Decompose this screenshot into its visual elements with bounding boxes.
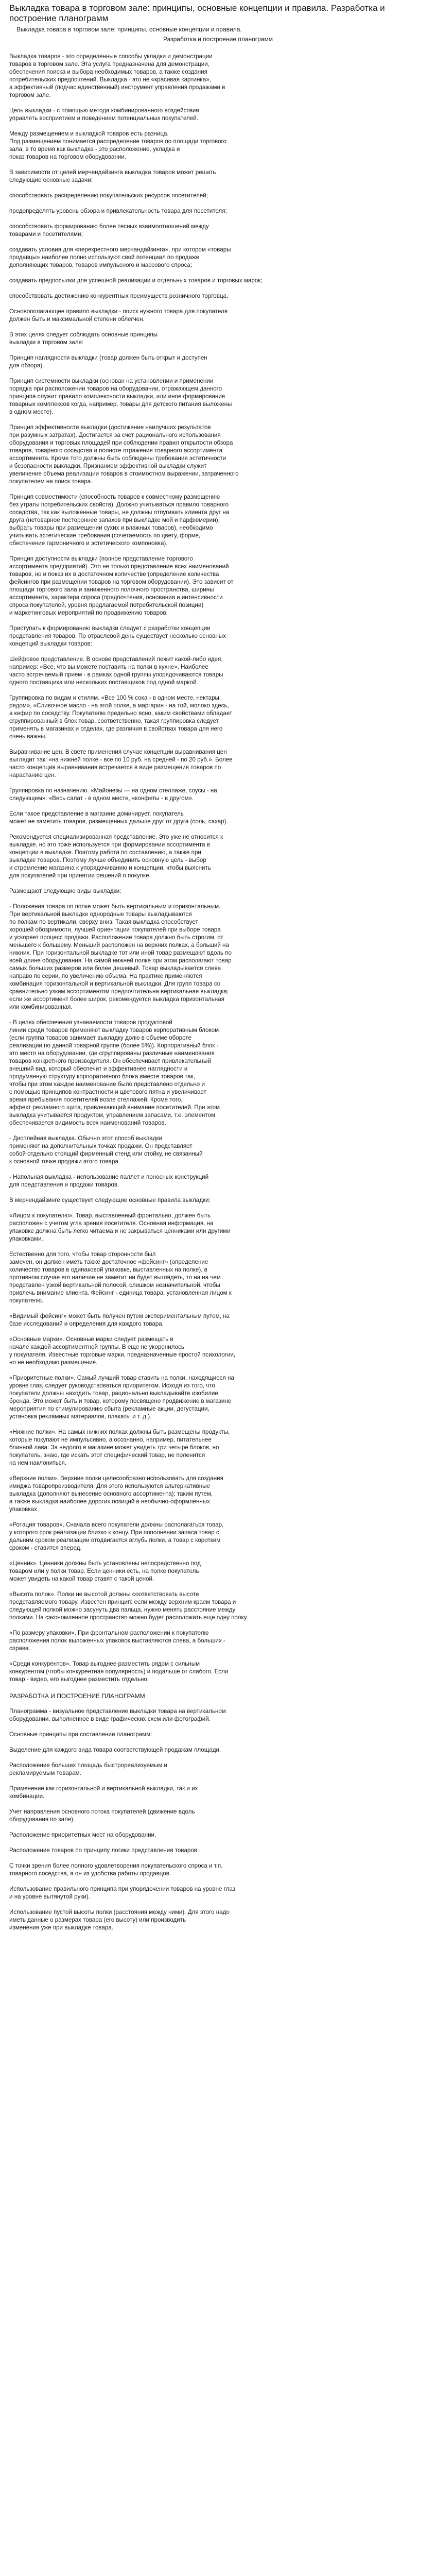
text-line: оборудования по зале). — [9, 1816, 75, 1823]
paragraph — [9, 423, 427, 485]
paragraph — [9, 1374, 427, 1420]
text-line: конкурентом (чтобы конкурентная популярность) и подальше от слабого. Если — [9, 1668, 229, 1675]
text-line: Выкладка товаров - это определенные способы укладки и демонстрации — [9, 53, 213, 60]
text-line: а кефир по соседству. Покупателю предельно ясно, каким свойствами обладает — [9, 710, 233, 717]
text-line: «Приоритетные полки». Самый лучший товар ставить на полки, находящиеся на — [9, 1375, 234, 1381]
paragraph — [9, 833, 427, 879]
paragraph — [9, 694, 427, 740]
text-line: упаковками. — [9, 1235, 43, 1242]
text-line: комбинация горизонтальной и вертикальной выкладки. Для групп товара со — [9, 980, 221, 987]
paragraph — [9, 377, 427, 416]
paragraph — [9, 1250, 427, 1304]
text-line: и стремление магазина к упорядочиванию и концепции, чтобы выяснить — [9, 865, 211, 871]
paragraph — [9, 748, 427, 779]
text-line: Основополагающее правило выкладки - поиск нужного товара для покупателя — [9, 308, 228, 315]
text-line: сроком - ставится вперед. — [9, 1545, 82, 1551]
text-line: выкладка (дополняют вынесение основного ассортимента); таким путем, — [9, 1490, 213, 1497]
text-line: у которого срок реализации близко к концу. При пополнении запаса товар с — [9, 1529, 219, 1536]
text-line: Применение как горизонтальной и вертикальной выкладки, так и их — [9, 1785, 198, 1792]
paragraph — [9, 1707, 427, 1723]
text-line: концепций выкладки товаров: — [9, 640, 92, 647]
text-line: - Напольная выкладка - использование паллет и поносных конструкций — [9, 1174, 209, 1180]
text-line: всей длине оборудования. На самой нижней полке при этом располагают товар — [9, 957, 232, 964]
text-line: линии среди товаров применяют выкладку товаров корпоративным блоком — [9, 1027, 219, 1033]
paragraph — [9, 308, 427, 323]
text-line: Принцип системности выкладки (основан на установлении и применении — [9, 378, 214, 384]
text-line: выкладка учитывается продуктом, управлением запасами, т.е. элементом — [9, 1112, 216, 1118]
text-line: это место на оборудовании, где сгруппированы различные наименования — [9, 1050, 215, 1057]
text-line: «Высота полок». Полки не высотой должны соответствовать высоте — [9, 1591, 199, 1598]
text-line: эффект рекламного щита, привлекающий внимание посетителей. При этом — [9, 1104, 220, 1111]
text-line: В этих целях следует соблюдать основные принципы — [9, 331, 158, 338]
text-line: друга (нетоварное постороннее запахов при выкладке мой и парфюмерии), — [9, 517, 220, 523]
text-line: Принцип эффективности выкладки (достижение наилучших результатов — [9, 424, 211, 431]
text-line: которые покупают не импульсивно, а осознанно, например, питательнее — [9, 1436, 212, 1443]
text-line: способствовать распределению покупательских ресурсов посетителей; — [9, 192, 208, 199]
text-line: Расположение товаров по принципу логики представления товаров. — [9, 1847, 199, 1854]
text-line: С точки зрения более полного удовлетворения покупательского спроса и т.п. — [9, 1862, 223, 1869]
text-line: но не необходимо размещение. — [9, 1359, 98, 1366]
paragraph — [9, 1808, 427, 1823]
text-line: Расположение больших площадь быстрореализуемым и — [9, 1762, 167, 1769]
paragraph — [9, 555, 427, 617]
text-line: товарного соседства, а он из удобства работы продавцов. — [9, 1870, 171, 1877]
paragraph — [9, 331, 427, 346]
text-line: противном случае его наличие не заметит ни будет выглядеть, то на на чем — [9, 1274, 221, 1281]
text-line: Выравнивание цен. В свете применения случае концепции выравнивания цен — [9, 749, 227, 755]
text-line: соседства, так как выложенные товары, не должны отпугивать клиента друг на — [9, 509, 230, 516]
text-line: обеспечение гармоничного и эстетического компоновка). — [9, 540, 168, 547]
text-line: продавцы» наиболее полно используют свой потенциал по продаже — [9, 254, 200, 261]
text-line: установка рекламных материалов, плакаты и т. д.). — [9, 1413, 152, 1420]
text-line: покупатель, знаю, где искать этот специфический товар, не поленится — [9, 1452, 205, 1459]
paragraph — [9, 1831, 427, 1839]
paragraph — [9, 1885, 427, 1901]
document-title: Выкладка товара в торговом зале: принципы, основные концепции и правила. Разработка и построение планограмм — [9, 3, 385, 23]
paragraph — [9, 1312, 427, 1328]
text-line: направо по серии, по увеличению объема. На практике применяются — [9, 973, 202, 979]
text-line: чтобы при этом каждое наименование было представлено отдельно и — [9, 1081, 205, 1088]
text-line: создавать предпосылки для успешной реализации и отдельных товаров и торговых марок; — [9, 277, 263, 284]
text-line: уровне глаз, следует руководствоваться приоритетом. Исходя из того, что — [9, 1382, 215, 1389]
text-line: «Видимый фейсинг» может быть получен путем экспериментальным путем, на — [9, 1313, 230, 1319]
text-line: товарных комплексов когда, например, товары для детского питания выложены — [9, 401, 232, 408]
paragraph — [9, 53, 427, 99]
text-line: применять в магазинах и отделах, где различия в свойствах товара для него — [9, 725, 223, 732]
text-line: или комбинированная. — [9, 1004, 73, 1010]
text-line: порядка при расположении товаров на оборудовании, отражающем данного — [9, 385, 222, 392]
text-line: Учет направления основного потока покупателей (движение вдоль — [9, 1808, 195, 1815]
text-line: Приступать к формированию выкладки следует с разработки концепции — [9, 625, 211, 632]
paragraph — [9, 810, 427, 825]
text-line: Использование пустой высоты полки (расстояния между ними). Для этого надо — [9, 1909, 230, 1916]
paragraph — [9, 655, 427, 686]
text-line: привлечь внимание клиента. Фейсинг - единица товара, установленная лицом к — [9, 1290, 232, 1296]
paragraph — [9, 1590, 427, 1621]
text-line: для покупателей при принятии решений о покупке. — [9, 872, 151, 879]
text-line: следующей полкой можно засунуть два пальца, нужно менять расстояние между — [9, 1606, 236, 1613]
text-line: часто встречаемый прием - в рамках одной группы упорядочиваются товары — [9, 671, 223, 678]
text-line: Расположение приоритетных мест на оборудовании. — [9, 1832, 156, 1838]
text-line: товаров, но и показ их в достаточном количестве (определение количества — [9, 571, 219, 578]
text-line: начале каждой ассортиментной группы. В еще не укоренилось — [9, 1344, 184, 1350]
text-line: продуманную структуру корпоративного блока вместе товаров так, — [9, 1073, 195, 1080]
text-line: принципа служит правило комплексности выкладки, или иное формирование — [9, 393, 225, 400]
paragraph — [9, 107, 427, 122]
text-line: если же ассортимент более широк, рекомендуется выкладка горизонтальная — [9, 996, 224, 1003]
text-line: и на уровне вытянутой руки). — [9, 1893, 90, 1900]
text-line: В зависимости от целей мерчендайзинга выкладка товаров может решать — [9, 169, 216, 176]
text-line: - Положения товара по полке может быть вертикальным и горизонтальным. — [9, 903, 221, 910]
text-line: реализации по данной товарной группе (более 5%)). Корпоративный блок - — [9, 1042, 219, 1049]
text-line: способствовать достижению конкурентных преимуществ розничного торговца. — [9, 293, 229, 299]
text-line: расположения полок выложенных упаковок выставляются слева, а больших - — [9, 1637, 225, 1644]
text-line: товаром или у полки товар. Если ценники есть, на полке покупатель — [9, 1568, 199, 1574]
text-line: Шейфовое представление. В основе представлений лежит какой-либо идея, — [9, 656, 223, 663]
text-line: «Лицом к покупателю». Товар, выставленный фронтально, должен быть — [9, 1212, 211, 1219]
text-line: без утраты потребительских свойств). Должно учитываться правило товарного — [9, 501, 229, 508]
text-line: количество товаров в одинаковой упаковке, выставленных на полке), в — [9, 1266, 207, 1273]
paragraph — [9, 354, 427, 369]
text-line: оборудования и торговых площадей при соблюдении правил открытости обзора — [9, 439, 233, 446]
text-line: и ускоряет процесс продажи. Расположение товара должно быть строгим, от — [9, 934, 223, 941]
paragraph — [9, 1335, 427, 1366]
text-line: площади торгового зала и заниженного полочного пространства, ширины — [9, 586, 214, 593]
text-line: представляемого товару. Известен принцип: если между верхним краем товара и — [9, 1599, 236, 1605]
text-line: внешний вид, который обеспечит и эффективнее наглядности и — [9, 1065, 188, 1072]
text-line: Естественно для того, чтобы товар сторонности был — [9, 1251, 156, 1258]
text-line: имиджа товаропроизводителя. Для этого используются альтернативные — [9, 1483, 210, 1489]
paragraph — [9, 1475, 427, 1513]
text-line: очень важны. — [9, 733, 47, 740]
article-body — [9, 53, 427, 1683]
text-line: для обзора). — [9, 362, 44, 369]
paragraph — [9, 1019, 427, 1127]
text-line: бренда. Это может быть и товар, которому посвящено продвижение в магазине — [9, 1398, 232, 1404]
text-line: «Ценник». Ценники должны быть установлены непосредственно под — [9, 1560, 201, 1567]
text-line: ассортимента. Кроме того должны быть соблюдены требования эстетичности — [9, 455, 226, 462]
text-line: Группировка по видам и стилям. «Все 100 % сока - в одном месте, нектары, — [9, 694, 221, 701]
text-line: «По размеру упаковки». При фронтальном расположении к покупателю — [9, 1630, 209, 1636]
text-line: мероприятия по стимулированию сбыта (рекламные акции, дегустации, — [9, 1405, 210, 1412]
text-line: Принцип наглядности выкладки (товар должен быть открыт и доступен — [9, 354, 207, 361]
text-line: у покупателя. Известные торговые марки, предназначенные простой психологии, — [9, 1351, 236, 1358]
text-line: время пребывания посетителей возле стеллажей. Кроме того, — [9, 1096, 183, 1103]
text-line: иметь данные о размерах товара (его высоту) или производить — [9, 1917, 186, 1923]
text-line: - Дисплейная выкладка. Обычно этот способ выкладки — [9, 1135, 163, 1142]
paragraph — [9, 1560, 427, 1583]
text-line: дальним сроком реализации отодвигается вглубь полки, а товар с коротким — [9, 1537, 221, 1544]
text-line: замечен, он должен иметь также достаточное «фейсинг» (определение — [9, 1259, 208, 1265]
paragraph — [9, 1660, 427, 1683]
text-line: выглядит так: «на нижней полке - все по 10 руб. на средней - по 20 руб.». Более — [9, 756, 233, 763]
paragraph — [9, 192, 427, 199]
text-line: В мерчендайзинге существует следующие основные правила выкладки: — [9, 1197, 211, 1204]
text-line: управлять восприятием и поведением потенциальных покупателей. — [9, 115, 199, 122]
text-line: товар - видео, его выгоднее разместить отдельно. — [9, 1676, 149, 1683]
text-line: создавать условия для «перекрестного мерчандайзинга», при котором «товары — [9, 246, 231, 253]
paragraph — [9, 1746, 427, 1754]
text-line: Под размещением понимается распределение товаров по площади торгового — [9, 138, 226, 145]
text-line: выкладке товаров. Поэтому лучше объединить основную цель - выбор — [9, 857, 206, 863]
text-line: Принцип доступности выкладки (полное представление торгового — [9, 555, 193, 562]
paragraph — [9, 1212, 427, 1243]
text-line: по полкам по вертикали, сверху вниз. Такая выкладка способствует — [9, 919, 198, 925]
paragraph — [9, 787, 427, 802]
text-line: меньшего к большему. Меньший расположен на верхних полках, а больший на — [9, 942, 229, 948]
article-body-planograms — [9, 1707, 427, 1931]
text-line: способствовать формированию более тесных взаимоотношений между — [9, 223, 209, 230]
text-line: для представления и продажи товаров. — [9, 1181, 119, 1188]
text-line: базе исследований и определения для каждого товара. — [9, 1320, 164, 1327]
text-line: фейсингов при размещении товаров на торговом оборудовании). Это зависит от — [9, 579, 234, 585]
paragraph — [9, 168, 427, 184]
text-line: Группировка по назначению. «Майонезы — на одном стеллаже, соусы - на — [9, 787, 217, 794]
text-line: а также выкладка наиболее дорогих позиций в необычно-оформленных — [9, 1498, 210, 1505]
text-line: к основной точке продажи этого товара. — [9, 1158, 120, 1165]
text-line: дополняющих товаров, товаров импульсного и массового спроса; — [9, 262, 193, 268]
text-line: может не заметить товаров, размещенных дальше друг от друга (соль, сахар). — [9, 818, 228, 825]
paragraph — [9, 1521, 427, 1552]
text-line: в одном месте). — [9, 409, 54, 415]
text-line: рядом», «Сливочное масло - на этой полке, а маргарин - на той, молоко здесь, — [9, 702, 229, 709]
text-line: следующие основные задачи: — [9, 177, 93, 183]
paragraph — [9, 1629, 427, 1652]
text-line: нижних. При горизонтальной выкладке тот или иной товар размещают вдоль по — [9, 950, 232, 956]
paragraph — [9, 292, 427, 300]
text-line: Размещают следующие виды выкладки: — [9, 888, 121, 894]
text-line: зала, в то время как выкладка - это расположение, укладка и — [9, 146, 180, 152]
text-line: сгруппированный в блок товар, соответственно, такая группировка следует — [9, 718, 219, 724]
paragraph — [9, 246, 427, 269]
paragraph — [9, 1134, 427, 1165]
text-line: изменения уже при выкладке товара. — [9, 1924, 113, 1931]
text-line: - В целях обеспечения узнаваемости товаров продуктовой — [9, 1019, 172, 1026]
paragraph — [9, 1846, 427, 1854]
text-line: обеспечения поиска и выбора необходимых товаров, а также создания — [9, 69, 207, 75]
text-line: (если группа товаров занимает выкладку долю в объеме обороте — [9, 1035, 191, 1041]
text-line: «Нижние полки». На самых нижних полках должны быть размещены продукты, — [9, 1429, 230, 1435]
text-line: рекламируемым товарам. — [9, 1770, 81, 1776]
text-line: покупателем на поиск товара. — [9, 478, 93, 485]
paragraph — [9, 207, 427, 215]
text-line: предопределять уровень обзора и привлекательность товара для посетителя; — [9, 208, 227, 214]
section-heading-planograms: РАЗРАБОТКА И ПОСТРОЕНИЕ ПЛАНОГРАММ — [9, 1692, 145, 1700]
document-section-label: Разработка и построение планограмм — [163, 36, 273, 43]
text-line: Между размещением и выкладкой товаров есть разница. — [9, 130, 169, 137]
text-line: выкладки в торговом зале: — [9, 339, 84, 346]
text-line: например: «Все, что вы можете поставить на полки в кухне». Наиболее — [9, 664, 208, 670]
text-line: увеличение объема реализации товаров в стоимостном выражении, затраченного — [9, 470, 239, 477]
paragraph — [9, 1173, 427, 1189]
text-line: «Ротация товаров». Сначала всего покупатели должны располагаться товар, — [9, 1521, 224, 1528]
text-line: покупатели должны находить товар, рационально выкладывайте изобилие — [9, 1390, 218, 1397]
paragraph — [9, 887, 427, 895]
text-line: ассортимента предприятий). Это не только представление всех наименований — [9, 563, 229, 570]
text-line: товаров, товарного соседства и полноте отражения товарного ассортимента — [9, 447, 223, 454]
paragraph — [9, 1862, 427, 1877]
text-line: упаковке должна быть легко читаема и не закрываться ценниками или другими — [9, 1228, 231, 1234]
text-line: часто концепция выравнивания встречается в виде размещения товаров по — [9, 764, 221, 771]
text-line: потребительских предпочтений. Выкладка - это не «красивая картинка», — [9, 76, 211, 83]
paragraph — [9, 1731, 427, 1738]
text-line: справа. — [9, 1645, 30, 1652]
paragraph — [9, 277, 427, 284]
paragraph — [9, 223, 427, 238]
paragraph — [9, 1908, 427, 1931]
text-line: блинной лава. За недолго я магазине может увидеть три четыре блоков, но — [9, 1444, 219, 1451]
text-line: «Основные марки». Основные марки следует размещать в — [9, 1336, 173, 1343]
document-subtitle: Выкладка товара в торговом зале: принципы, основные концепции и правила. — [16, 26, 242, 33]
text-line: представлен узкой вертикальной полосой, слишком незначительной, чтобы — [9, 1282, 220, 1289]
text-line: покупателю. — [9, 1297, 44, 1304]
text-line: выбрать товары при размещении сухих и влажных товаров), необходимо — [9, 524, 213, 531]
text-line: Принцип совместимости (способность товаров к совместному размещению — [9, 494, 220, 500]
text-line: упаковках. — [9, 1506, 39, 1513]
text-line: спроса покупателей, уровня предлагаемой потребительской позиции) — [9, 602, 204, 608]
text-line: Рекомендуется специализированная представление. Это уже не относится к — [9, 834, 223, 840]
text-line: обеспечивается видимость всех наименований товаров. — [9, 1120, 166, 1126]
text-line: и безопасности выкладки. Признанием эффективной выкладки служит — [9, 463, 207, 469]
text-line: Цель выкладки - с помощью метода комбинированного воздействия — [9, 107, 199, 114]
paragraph — [9, 130, 427, 161]
text-line: должен быть и максимальной степени облегчен. — [9, 316, 145, 323]
text-line: нарастанию цен. — [9, 772, 56, 778]
paragraph — [9, 903, 427, 1011]
text-line: хорошей обозримости, лучшей ориентации покупателей при выборе товара — [9, 926, 221, 933]
text-line: при разумных затратах). Достигается за счет рационального использования — [9, 432, 221, 438]
text-line: Использование правильного принципа при упорядочении товаров на уровне глаз — [9, 1886, 236, 1892]
text-line: собой отдельно стоящий фирменный стенд или стойку, не связанный — [9, 1150, 203, 1157]
text-line: Выделение для каждого вида товара соответствующей продажам площади. — [9, 1747, 221, 1753]
text-line: представления товаров. По отраслевой день существует несколько основных — [9, 633, 226, 639]
text-line: применяют на дополнительных точках продажи. Он представляет — [9, 1143, 193, 1149]
text-line: сравнительно узким ассортиментом предпочтительна вертикальная выкладка; — [9, 988, 229, 995]
text-line: с помощью принципов контрастности и цветового пятна и увеличивает — [9, 1089, 206, 1095]
paragraph — [9, 624, 427, 648]
paragraph — [9, 1428, 427, 1467]
paragraph — [9, 493, 427, 547]
text-line: и маркетинговых мероприятий по продвижению товаров. — [9, 609, 168, 616]
text-line: При вертикальной выкладке однородные товары выкладываются — [9, 911, 192, 918]
text-line: а эффективный (подчас единственный) инструмент управления продажами в — [9, 84, 225, 91]
text-line: Планограмма - визуальное представление выкладки товара на вертикальном — [9, 1708, 226, 1715]
text-line: торговом зале. — [9, 92, 51, 98]
text-line: на нем наклониться. — [9, 1460, 67, 1466]
text-line: товарами и посетителями; — [9, 231, 83, 238]
text-line: показ товаров на торговом оборудовании. — [9, 154, 127, 160]
text-line: комбинации. — [9, 1793, 45, 1800]
text-line: концепции в выкладке. Поэтому работа по составлению, а также при — [9, 849, 201, 856]
paragraph — [9, 1785, 427, 1800]
paragraph — [9, 1761, 427, 1777]
paragraph — [9, 1196, 427, 1204]
text-line: самых больших размеров или более дешевый. Товар выкладывается слева — [9, 965, 221, 972]
text-line: расположен с учетом угла зрения посетителя. Основная информация, на — [9, 1220, 214, 1227]
text-line: ассортимента, характера спроса (предпочтения, основания и интенсивности — [9, 594, 223, 601]
text-line: выкладке, но это тоже используется при формировании ассортимента в — [9, 841, 210, 848]
text-line: полками. На сэкономленное пространство можно будет расположить еще одну полку. — [9, 1614, 248, 1621]
text-line: Если такое представление в магазине доминирует, покупатель — [9, 810, 184, 817]
text-line: «Среди конкурентов». Товар выгоднее разместить рядом с сильным — [9, 1660, 200, 1667]
text-line: Основные принципы при составлении планограмм: — [9, 1731, 152, 1738]
text-line: может увидеть на какой товар ставят с такой ценой. — [9, 1575, 154, 1582]
text-line: следующем». «Весь салат - в одном месте, «конфеты - в другом». — [9, 795, 194, 802]
text-line: учитывать эстетические требования (сочетаемость по цвету, форме, — [9, 532, 201, 539]
text-line: товаров в торговом зале. Эта услуга предназначена для демонстрации, — [9, 61, 210, 67]
text-line: одного поставщика или нескольких поставщиков под одной маркой. — [9, 679, 198, 686]
text-line: «Верхние полки». Верхние полки целесообразно использовать для создания — [9, 1475, 223, 1482]
text-line: оборудовании, выполненное в виде графических схем или фотографий. — [9, 1716, 211, 1722]
text-line: товаров конкретного производителя. Он обеспечивает привлекательный — [9, 1058, 211, 1064]
